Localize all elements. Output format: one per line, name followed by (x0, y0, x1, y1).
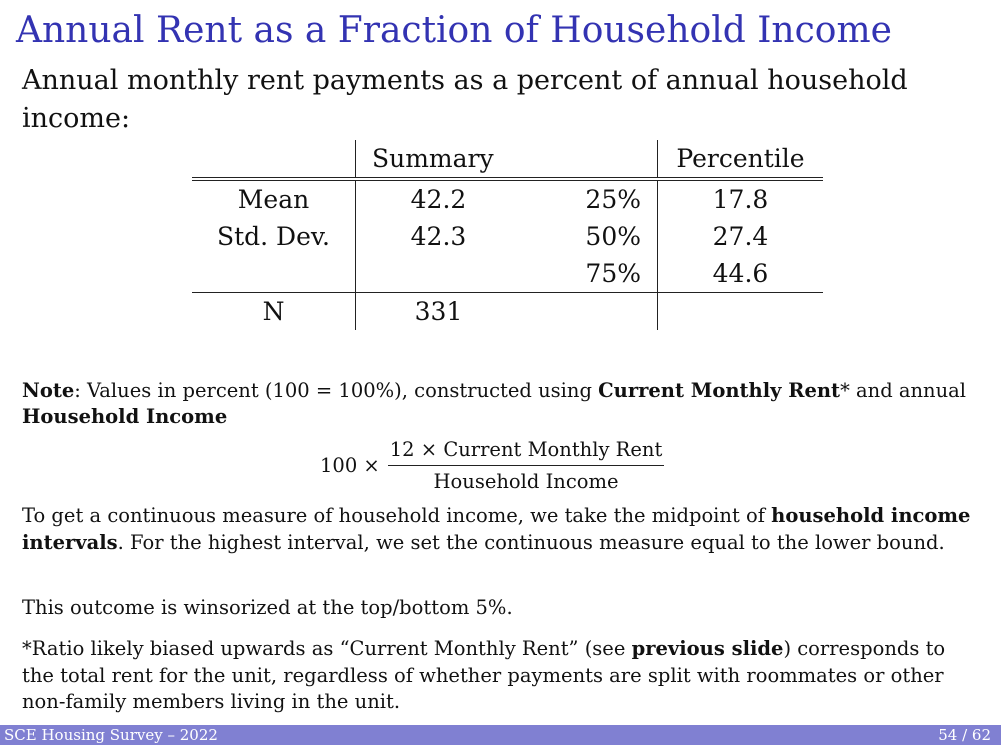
note-bold-2: Household Income (22, 405, 228, 428)
formula-numerator: 12 × Current Monthly Rent (388, 438, 665, 466)
row-label: Std. Dev. (216, 222, 330, 251)
row-percentile-label (521, 293, 658, 331)
table-row-n (192, 293, 823, 331)
row-label (192, 255, 356, 293)
row-percentile-label: 25% (585, 185, 641, 214)
para1-text-1: To get a continuous measure of household income, we take the midpoint of (22, 504, 772, 527)
formula-denominator: Household Income (433, 470, 619, 493)
note-text-2: * and annual (840, 379, 967, 402)
row-value: 42.2 (356, 179, 522, 218)
table-header-row (192, 140, 823, 179)
header-empty-cell (192, 140, 356, 179)
para1-text-2: . For the highest interval, we set the continuous measure equal to the lower bound. (117, 530, 945, 554)
table-row (192, 179, 823, 218)
note-text-1: : Values in percent (100 = 100%), constructed using (74, 379, 599, 402)
para1-bold: household income intervals (22, 504, 971, 554)
row-value: 42.3 (356, 218, 522, 255)
row-value (356, 255, 522, 293)
intro-text: Annual monthly rent payments as a percent of annual household income: (22, 65, 908, 134)
row-percentile-value: 27.4 (658, 218, 824, 255)
header-percentile: Percentile (658, 140, 824, 179)
row-label: Mean (237, 185, 310, 214)
slide-title: Annual Rent as a Fraction of Household Income (16, 10, 892, 51)
footer-bar (0, 725, 1001, 745)
table-row (192, 255, 823, 293)
row-percentile-value: 44.6 (658, 255, 824, 293)
note-bold-1: Current Monthly Rent (598, 379, 841, 402)
row-percentile-label: 50% (585, 222, 641, 251)
table-row (192, 218, 823, 255)
bias-paragraph (22, 636, 982, 716)
formula-fraction (388, 438, 665, 493)
row-label: N (262, 297, 285, 326)
page-number: 54 / 62 (938, 726, 991, 744)
header-summary: Summary (356, 140, 658, 179)
income-measure-paragraph (22, 503, 982, 556)
row-percentile-value (658, 293, 824, 331)
row-percentile-value: 17.8 (658, 179, 824, 218)
formula-prefix: 100 × (320, 454, 380, 477)
winsorized-paragraph: This outcome is winsorized at the top/bottom 5%. (22, 596, 513, 619)
note-paragraph (22, 378, 982, 430)
formula (320, 438, 664, 493)
para3-text-2: ) corresponds to the total rent for the unit, regardless of whether payments are split with roommates or other non-family members living in the unit. (22, 637, 946, 713)
note-label: Note (22, 379, 75, 402)
summary-table (192, 140, 823, 330)
row-percentile-label: 75% (521, 255, 658, 293)
previous-slide-link[interactable]: previous slide (631, 637, 784, 660)
para3-text-1: *Ratio likely biased upwards as “Current Monthly Rent” (see (22, 637, 632, 660)
footer-title: SCE Housing Survey – 2022 (4, 726, 218, 744)
row-value: 331 (356, 293, 522, 331)
